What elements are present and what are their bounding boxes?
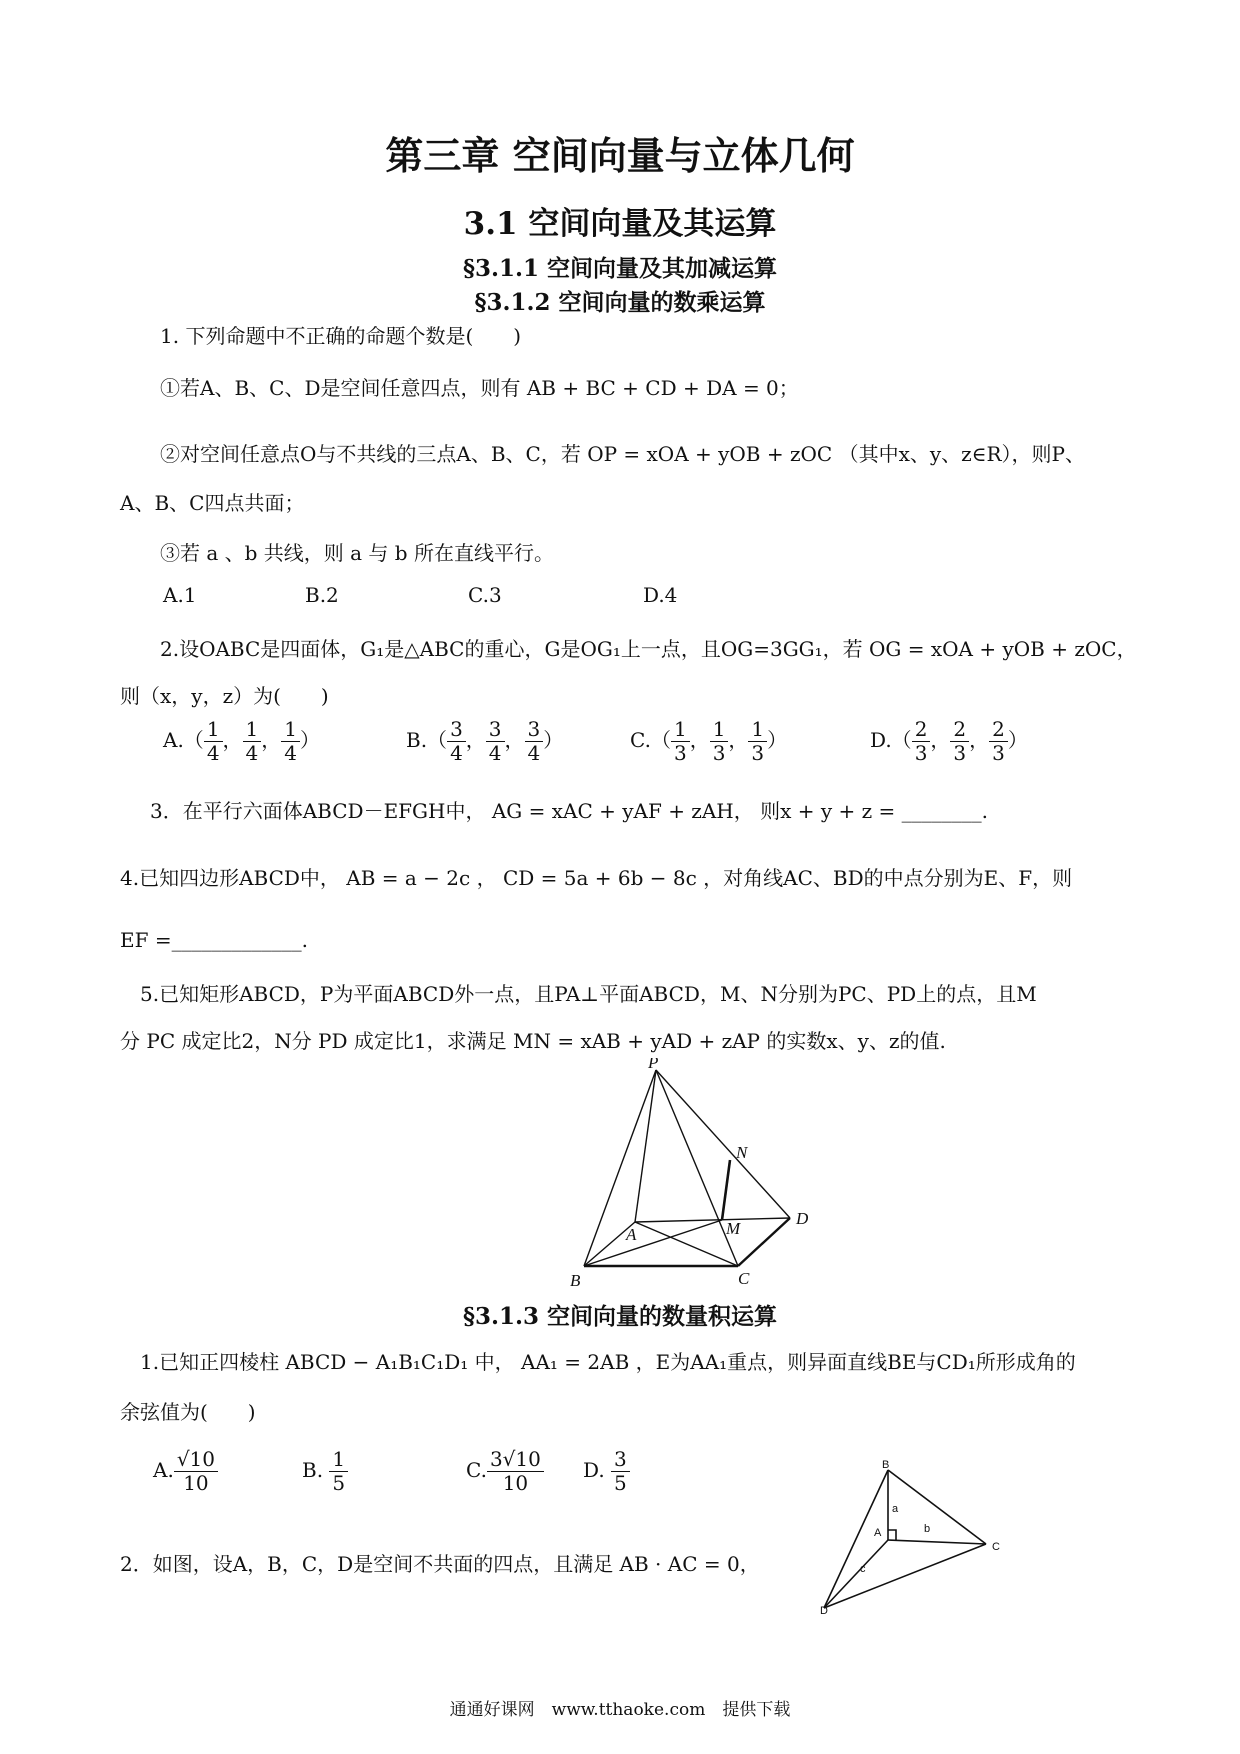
fig2-label-a: A <box>874 1527 882 1539</box>
fig1-label-p: P <box>648 1058 659 1072</box>
tetrahedron-figure <box>818 1460 1018 1615</box>
fig1-label-d: D <box>796 1209 809 1228</box>
q2-option-d: D.（ $\frac{2}{3}$ ， $\frac{2}{3}$ ， $\frac{2}{3}$ ） <box>870 717 1028 765</box>
section-title: 3.1 空间向量及其运算 <box>463 206 777 242</box>
q1-option-d: D.4 <box>643 583 678 607</box>
q2-option-c: C.（ $\frac{1}{3}$ ， $\frac{1}{3}$ ， $\frac{1}{3}$ ） <box>630 717 788 765</box>
fig2-label-d: D <box>820 1605 828 1615</box>
pyramid-figure <box>560 1058 820 1290</box>
fig2-label-b-small: b <box>924 1523 931 1535</box>
q4-stem-a: 4.已知四边形ABCD中， AB = a − 2c ， CD = 5a + 6b − 8c ，对角线AC、BD的中点分别为E、F，则 <box>120 866 1073 890</box>
q2-stem-b: 则（x，y，z）为( ) <box>120 684 329 708</box>
q1-statement-3: ③若 a 、b 共线，则 a 与 b 所在直线平行。 <box>160 541 554 565</box>
q6-option-c: C. $\frac{3√10}{10}$ <box>466 1448 544 1495</box>
chapter-title: 第三章 空间向量与立体几何 <box>385 133 855 178</box>
fig1-label-m: M <box>726 1219 741 1238</box>
q3-stem: 3．在平行六面体ABCD－EFGH中， AG = xAC + yAF + zAH， 则x + y + z = ________. <box>150 799 988 823</box>
fig2-label-a-small: a <box>892 1503 899 1515</box>
fig2-label-b: B <box>882 1460 890 1471</box>
q1-option-c: C.3 <box>468 583 502 607</box>
q2-option-b: B.（ $\frac{3}{4}$ ， $\frac{3}{4}$ ， $\frac{3}{4}$ ） <box>406 717 564 765</box>
q1-statement-2b: A、B、C四点共面； <box>120 491 305 515</box>
q5-stem-a: 5.已知矩形ABCD，P为平面ABCD外一点，且PA⊥平面ABCD，M、N分别为PC、PD上的点，且M <box>140 982 1037 1006</box>
q6-stem-a: 1.已知正四棱柱 ABCD − A₁B₁C₁D₁ 中， AA₁ = 2AB ，E为AA₁重点，则异面直线BE与CD₁所形成角的 <box>140 1350 1076 1374</box>
page-footer: 通通好课网 www.tthaoke.com 提供下载 <box>449 1700 791 1720</box>
q1-statement-2a: ②对空间任意点O与不共线的三点A、B、C，若 OP = xOA + yOB + zOC （其中x、y、z∈R），则P、 <box>160 442 1086 466</box>
q1-statement-1: ①若A、B、C、D是空间任意四点，则有 AB + BC + CD + DA = 0； <box>160 376 799 400</box>
q6-option-a: A. $\frac{√10}{10}$ <box>153 1448 218 1495</box>
fig1-label-c: C <box>738 1269 750 1288</box>
fig2-label-c-small: c <box>860 1563 866 1575</box>
fig1-label-a: A <box>626 1225 637 1244</box>
q6-option-b: B. $\frac{1}{5}$ <box>302 1448 348 1495</box>
fig1-label-n: N <box>736 1143 748 1162</box>
q4-stem-b: EF =_____________. <box>120 928 308 952</box>
subsection-3-1-2: §3.1.2 空间向量的数乘运算 <box>474 289 766 316</box>
q7-stem: 2．如图，设A，B，C，D是空间不共面的四点，且满足 AB · AC = 0， <box>120 1552 760 1576</box>
fig1-label-b: B <box>570 1271 581 1290</box>
q5-stem-b: 分 PC 成定比2，N分 PD 成定比1，求满足 MN = xAB + yAD + zAP 的实数x、y、z的值. <box>120 1029 946 1053</box>
subsection-3-1-1: §3.1.1 空间向量及其加减运算 <box>462 255 778 282</box>
q1-stem: 1. 下列命题中不正确的命题个数是( ) <box>160 324 522 348</box>
subsection-3-1-3: §3.1.3 空间向量的数量积运算 <box>462 1303 778 1330</box>
q6-stem-b: 余弦值为( ) <box>120 1400 256 1424</box>
q2-stem-a: 2.设OABC是四面体，G₁是△ABC的重心，G是OG₁上一点，且OG=3GG₁，若 OG = xOA + yOB + zOC， <box>160 637 1137 661</box>
q6-option-d: D. $\frac{3}{5}$ <box>583 1448 630 1495</box>
q1-option-a: A.1 <box>163 583 197 607</box>
q1-option-b: B.2 <box>305 583 339 607</box>
q2-option-a: A.（ $\frac{1}{4}$ ， $\frac{1}{4}$ ， $\frac{1}{4}$ ） <box>163 717 321 765</box>
fig2-label-c: C <box>992 1541 1000 1553</box>
